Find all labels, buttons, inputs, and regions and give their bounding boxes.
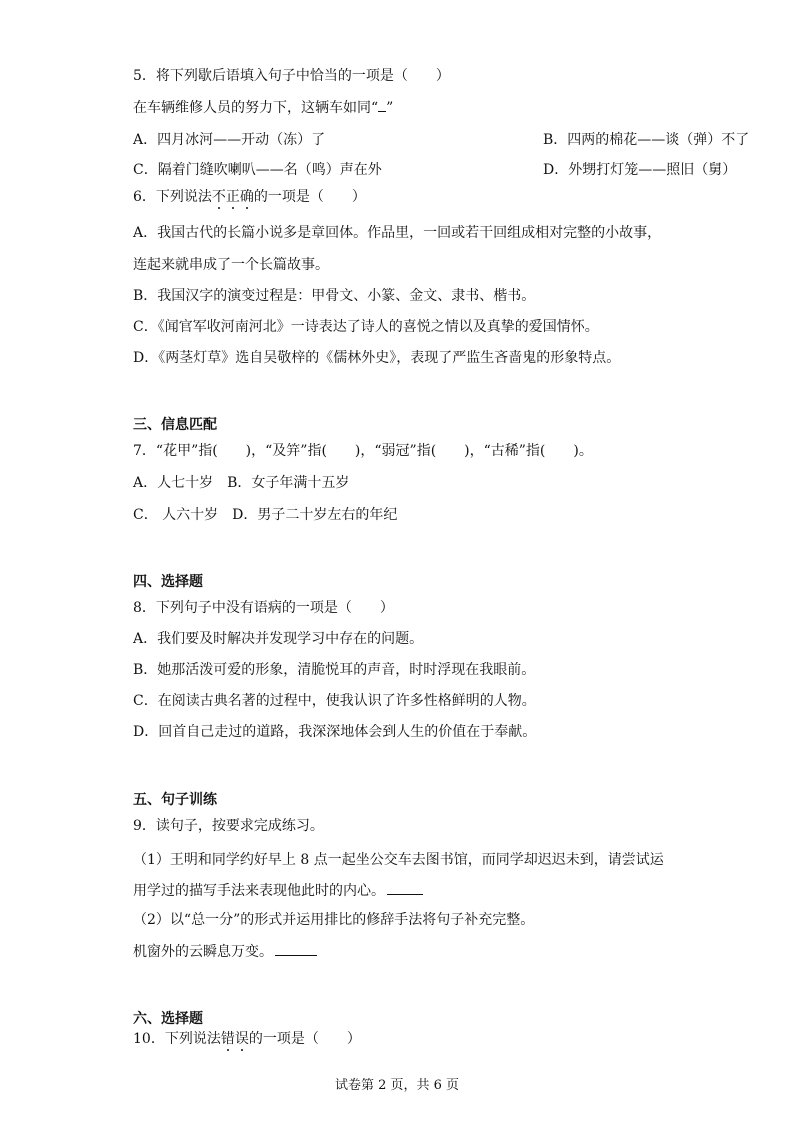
q5-options-row1	[133, 131, 750, 149]
q6-stem-pre: 6．下列说法	[133, 189, 212, 205]
q6-option-a-line1[interactable]: A．我国古代的长篇小说多是章回体。作品里，一回或若干回组成相对完整的小故事，	[133, 225, 662, 241]
q7-stem: 7．“花甲”指( )，“及笄”指( )，“弱冠”指( )，“古稀”指( )。	[133, 443, 593, 459]
q10-emphasis-char-1: 错	[220, 1031, 235, 1047]
q6-stem-post: 的一项是（ ）	[253, 189, 366, 205]
q6-emphasis-char-3: 确	[239, 189, 254, 205]
q9-stem: 9．读句子，按要求完成练习。	[133, 818, 324, 834]
q8-option-d[interactable]: D．回首自己走过的道路，我深深地体会到人生的价值在于奉献。	[133, 724, 537, 740]
q6-emphasis-char-2: 正	[225, 189, 240, 205]
q9-sub2-sentence-line	[133, 943, 693, 961]
section-6-heading: 六、选择题	[133, 1011, 203, 1027]
q6-option-c[interactable]: C．《闻官军收河南河北》一诗表达了诗人的喜悦之情以及真挚的爱国情怀。	[133, 319, 599, 335]
q10-stem-pre: 10．下列说法	[133, 1031, 221, 1047]
q6-option-d[interactable]: D．《两茎灯草》选自吴敬梓的《儒林外史》，表现了严监生吝啬鬼的形象特点。	[133, 350, 621, 366]
q9-sub1-line1: （1）王明和同学约好早上 8 点一起坐公交车去图书馆，而同学却迟迟未到，请尝试运	[133, 852, 664, 868]
q10-stem	[133, 1030, 693, 1048]
q5-sentence-end: ”	[386, 100, 394, 116]
q10-stem-post: 的一项是（ ）	[248, 1031, 361, 1047]
q6-stem	[133, 188, 693, 206]
q5-stem: 5．将下列歇后语填入句子中恰当的一项是（ ）	[133, 68, 450, 84]
q6-option-a-line2: 连起来就串成了一个长篇故事。	[133, 257, 329, 273]
q6-option-b[interactable]: B．我国汉字的演变过程是：甲骨文、小篆、金文、隶书、楷书。	[133, 288, 536, 304]
section-5-heading: 五、句子训练	[133, 792, 217, 808]
section-4-heading: 四、选择题	[133, 574, 203, 590]
q9-sub2: （2）以“总一分”的形式并运用排比的修辞手法将句子补充完整。	[133, 912, 535, 928]
q5-option-b[interactable]: B．四两的棉花——谈（弹）不了	[543, 132, 750, 148]
q8-option-a[interactable]: A．我们要及时解决并发现学习中存在的问题。	[133, 631, 424, 647]
q5-sentence-text: 在车辆维修人员的努力下，这辆车如同“	[133, 100, 379, 116]
q8-option-b[interactable]: B．她那活泼可爱的形象，清脆悦耳的声音，时时浮现在我眼前。	[133, 662, 536, 678]
q9-sub2-answer-blank[interactable]	[275, 943, 317, 956]
q6-emphasis-char-1: 不	[211, 189, 226, 205]
q7-options-row1: A．人七十岁 B．女子年满十五岁	[133, 475, 350, 491]
q5-option-d[interactable]: D．外甥打灯笼——照旧（舅）	[543, 162, 737, 178]
q10-emphasis-char-2: 误	[234, 1031, 249, 1047]
q5-options-row2	[133, 161, 737, 179]
q5-blank	[378, 99, 386, 112]
q5-option-a[interactable]: A．四月冰河——开动（冻）了	[133, 132, 326, 148]
q9-sub1-line2	[133, 882, 693, 900]
q9-sub1-text: 用学过的描写手法来表现他此时的内心。	[133, 883, 385, 899]
q5-sentence	[133, 99, 693, 117]
q7-options-row2: C． 人六十岁 D．男子二十岁左右的年纪	[133, 507, 398, 523]
q9-sub2-sentence: 机窗外的云瞬息万变。	[133, 944, 273, 960]
q8-stem: 8．下列句子中没有语病的一项是（ ）	[133, 600, 394, 616]
q8-option-c[interactable]: C．在阅读古典名著的过程中，使我认识了许多性格鲜明的人物。	[133, 693, 536, 709]
page-footer: 试卷第 2 页，共 6 页	[334, 1078, 460, 1093]
section-3-heading: 三、信息匹配	[133, 417, 217, 433]
q5-option-c[interactable]: C．隔着门缝吹喇叭——名（鸣）声在外	[133, 162, 382, 178]
q9-sub1-answer-blank[interactable]	[387, 882, 423, 895]
